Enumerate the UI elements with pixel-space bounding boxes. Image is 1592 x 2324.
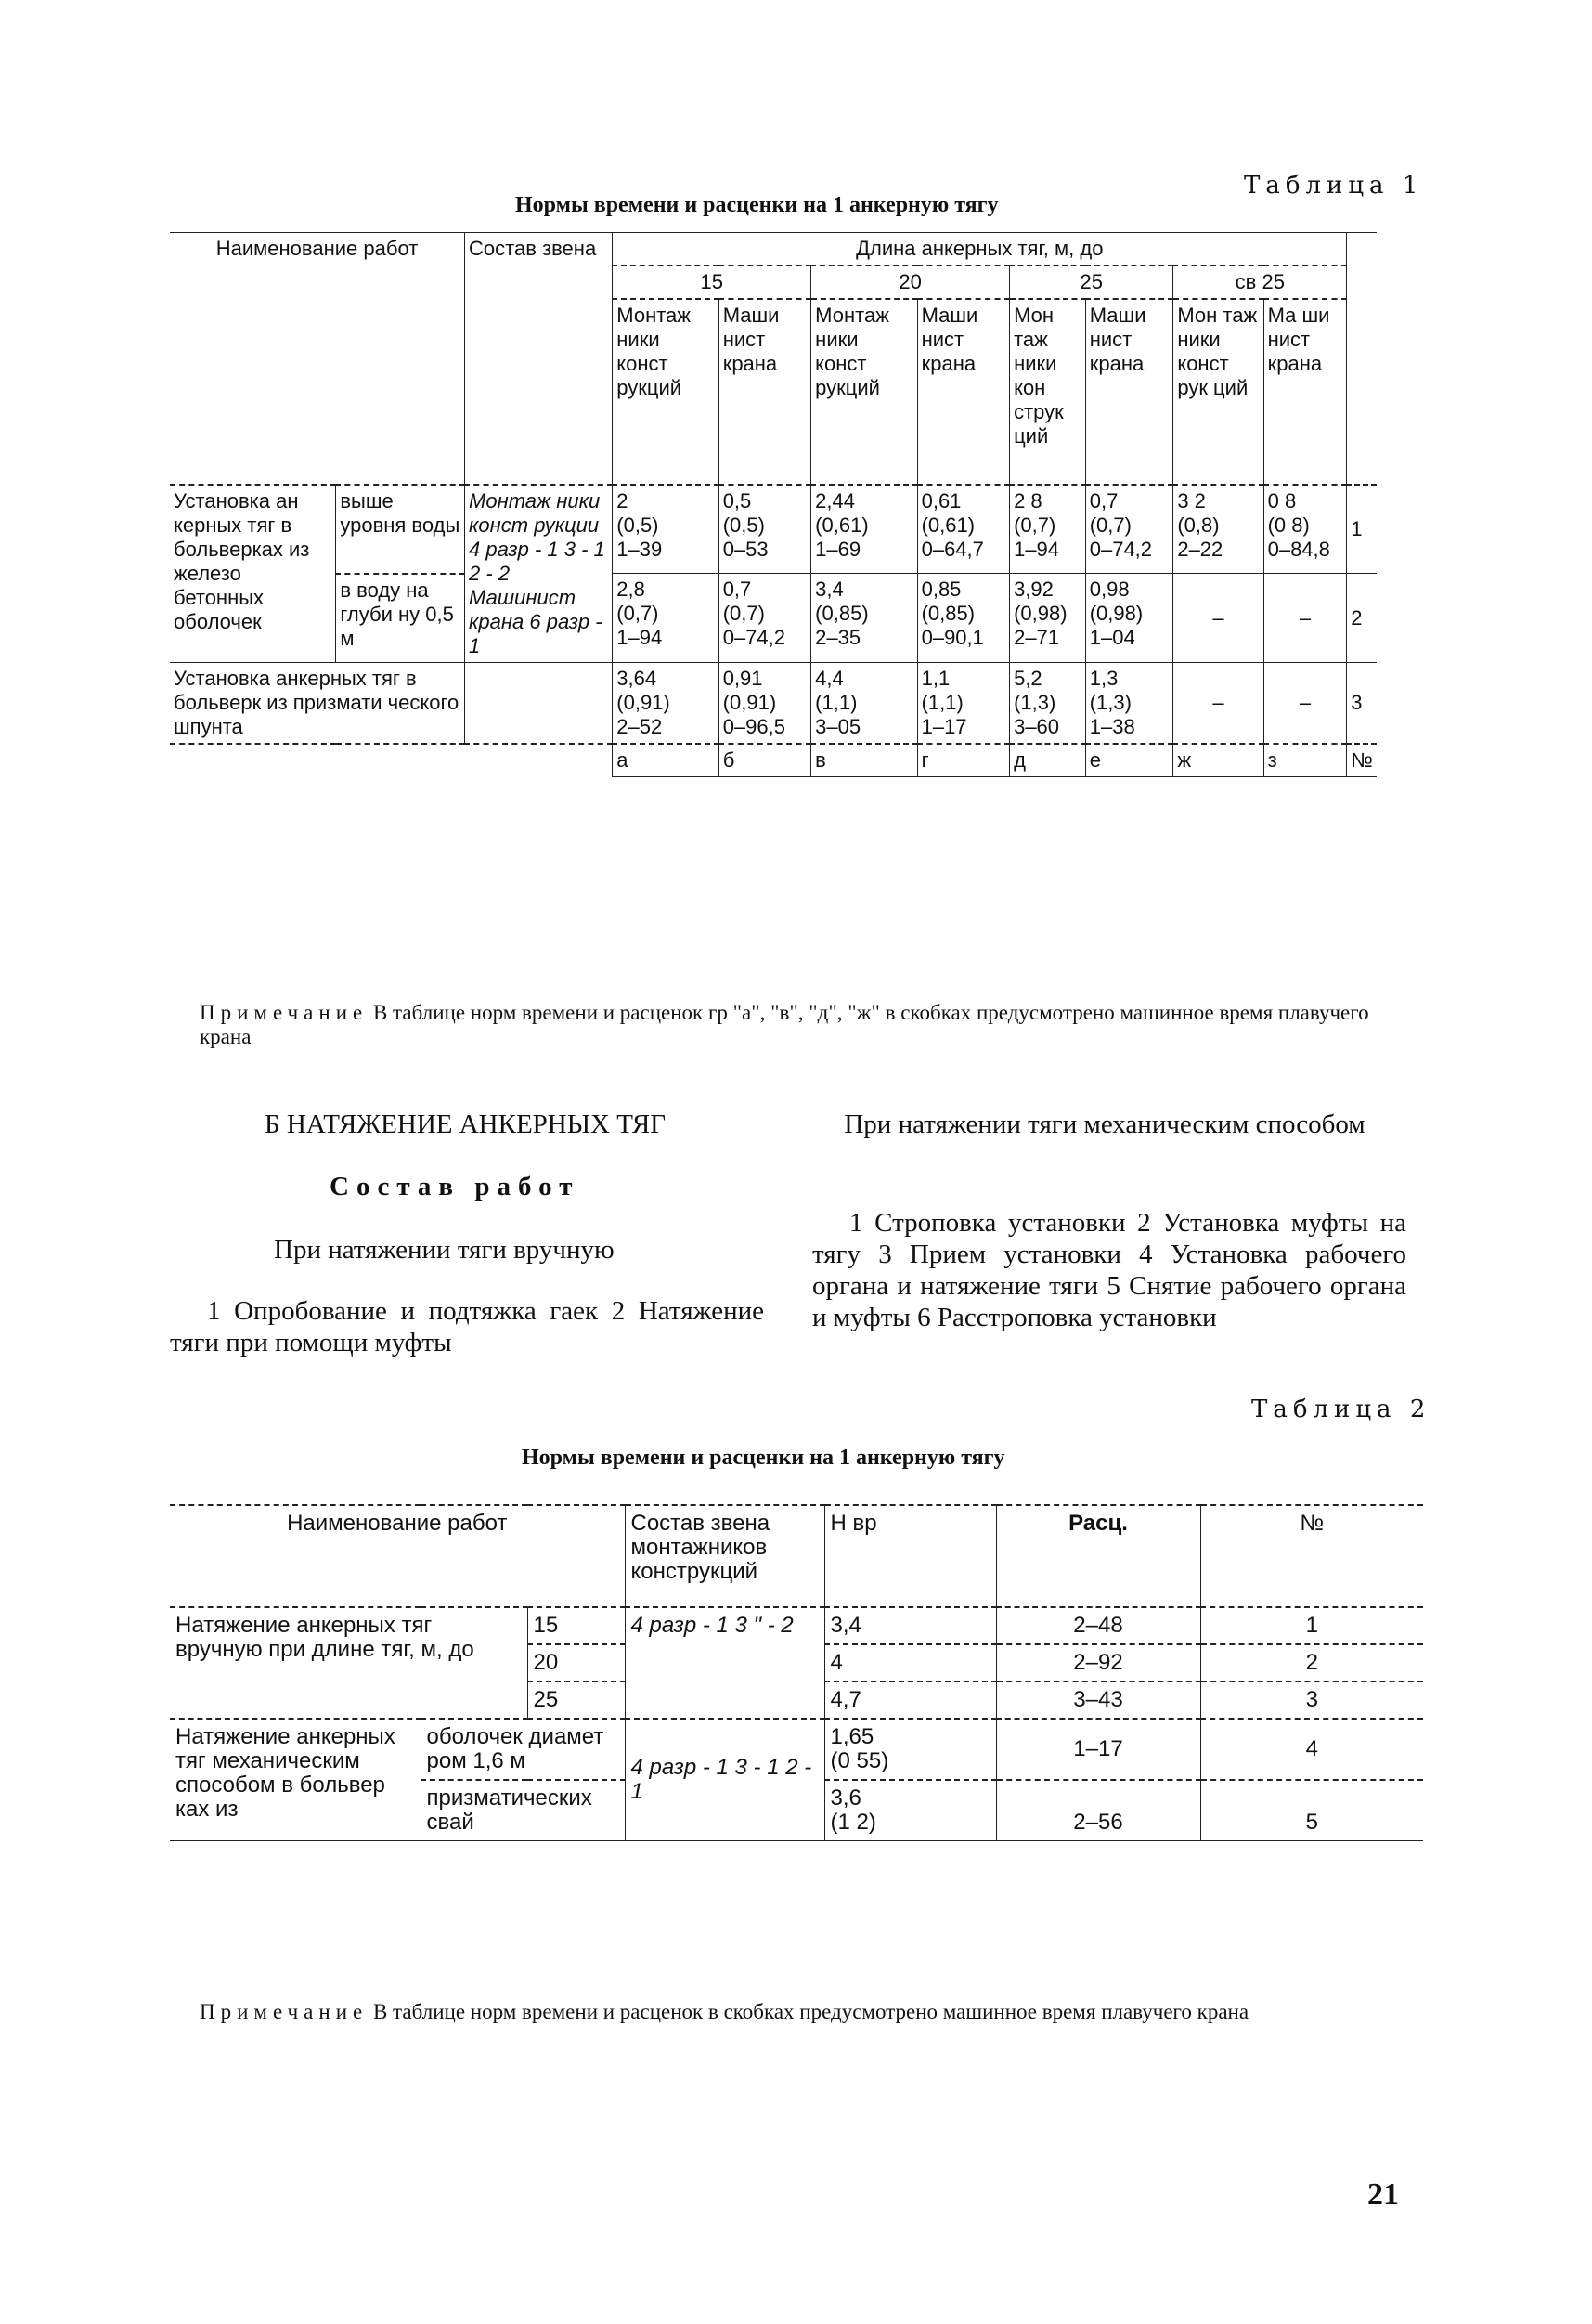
t2-nvr-5: 3,6 (1 2)	[824, 1780, 996, 1841]
header-col-b: Маши нист крана	[718, 299, 810, 485]
r1-g: 0,61 (0,61) 0–64,7	[917, 485, 1009, 574]
r1-z: 0 8 (0 8) 0–84,8	[1263, 485, 1347, 574]
r1-e: 0,7 (0,7) 0–74,2	[1085, 485, 1173, 574]
table2-title: Нормы времени и расценки на 1 анкерную тягу	[522, 1446, 1005, 1470]
t2-sub-shells: оболочек диамет ром 1,6 м	[421, 1719, 625, 1780]
row3-name: Установка анкерных тяг в больверк из призмати ческого шпунта	[170, 663, 465, 745]
row1-name: Установка ан керных тяг в больверках из железо бетонных оболочек	[170, 485, 336, 663]
footer-z: з	[1263, 744, 1347, 777]
r1-v: 2,44 (0,61) 1–69	[811, 485, 917, 574]
t2-header-rasc: Расц.	[996, 1505, 1200, 1607]
r1-d: 2 8 (0,7) 1–94	[1010, 485, 1086, 574]
r3-b: 0,91 (0,91) 0–96,5	[718, 663, 810, 745]
row1-sub-above: выше уровня воды	[336, 485, 465, 574]
r1-b: 0,5 (0,5) 0–53	[718, 485, 810, 574]
r3-v: 4,4 (1,1) 3–05	[811, 663, 917, 745]
header-col-g: Маши нист крана	[917, 299, 1009, 485]
header-col-v: Монтаж ники конст рукций	[811, 299, 917, 485]
header-col-zh: Мон таж ники конст рук ций	[1173, 299, 1263, 485]
header-length: Длина анкерных тяг, м, до	[613, 233, 1347, 266]
t2-header-nvr: Н вр	[824, 1505, 996, 1607]
r1-num: 1	[1347, 485, 1377, 574]
t2-group1-name: Натяжение анкерных тяг вручную при длине тяг, м, до	[170, 1607, 527, 1719]
r2-zh: –	[1173, 574, 1263, 663]
t2-num-1: 1	[1200, 1607, 1423, 1644]
t2-rasc-3: 3–43	[996, 1681, 1200, 1719]
t2-len-20: 20	[527, 1644, 625, 1681]
header-col-d: Мон таж ники кон струк ций	[1010, 299, 1086, 485]
r2-v: 3,4 (0,85) 2–35	[811, 574, 917, 663]
t2-rasc-1: 2–48	[996, 1607, 1200, 1644]
t2-group2-crew: 4 разр - 1 3 - 1 2 - 1	[625, 1719, 824, 1841]
t2-nvr-4: 1,65 (0 55)	[824, 1719, 996, 1780]
r2-a: 2,8 (0,7) 1–94	[613, 574, 718, 663]
t2-len-15: 15	[527, 1607, 625, 1644]
footer-zh: ж	[1173, 744, 1263, 777]
r2-g: 0,85 (0,85) 0–90,1	[917, 574, 1009, 663]
header-len-25: 25	[1010, 266, 1173, 299]
header-col-a: Монтаж ники конст рукций	[613, 299, 718, 485]
note2: Примечание В таблице норм времени и расценок в скобках предусмотрено машинное время плавучего крана	[200, 2000, 1249, 2023]
mech-title: При натяжении тяги механическим способом	[844, 1110, 1365, 1139]
r2-b: 0,7 (0,7) 0–74,2	[718, 574, 810, 663]
r3-a: 3,64 (0,91) 2–52	[613, 663, 718, 745]
footer-g: г	[917, 744, 1009, 777]
t2-header-work: Наименование работ	[170, 1505, 625, 1607]
mech-text: 1 Строповка установки 2 Установка муфты на тягу 3 Прием установки 4 Установка рабочего органа и натяжение тяги 5 Снятие рабочего органа и муфты 6 Расстроповка установки	[812, 1208, 1406, 1332]
t2-rasc-5: 2–56	[996, 1780, 1200, 1841]
header-work-name: Наименование работ	[170, 233, 465, 486]
t2-nvr-3: 4,7	[824, 1681, 996, 1719]
row1-sub-water: в воду на глуби ну 0,5 м	[336, 574, 465, 663]
table1-title: Нормы времени и расценки на 1 анкерную тягу	[515, 193, 999, 217]
table2-label: Таблица 2	[1251, 1396, 1431, 1423]
r3-e: 1,3 (1,3) 1–38	[1085, 663, 1173, 745]
page-number: 21	[1367, 2177, 1399, 2212]
t2-num-3: 3	[1200, 1681, 1423, 1719]
header-len-15: 15	[613, 266, 811, 299]
manual-text: 1 Опробование и подтяжка гаек 2 Натяжение тяги при помощи муфты	[170, 1296, 764, 1357]
t2-nvr-2: 4	[824, 1644, 996, 1681]
header-col-z: Ма ши нист крана	[1263, 299, 1347, 485]
header-len-over25: св 25	[1173, 266, 1347, 299]
crew-text: Монтаж ники конст рукции 4 разр - 1 3 - 1 2 - 2 Машинист крана 6 разр - 1	[465, 485, 613, 663]
r2-e: 0,98 (0,98) 1–04	[1085, 574, 1173, 663]
t2-nvr-1: 3,4	[824, 1607, 996, 1644]
footer-a: а	[613, 744, 718, 777]
table2	[170, 1504, 1423, 1841]
r3-d: 5,2 (1,3) 3–60	[1010, 663, 1086, 745]
r2-d: 3,92 (0,98) 2–71	[1010, 574, 1086, 663]
composition-heading: Состав работ	[330, 1172, 580, 1201]
section-heading: Б НАТЯЖЕНИЕ АНКЕРНЫХ ТЯГ	[265, 1110, 666, 1139]
footer-num: №	[1347, 744, 1377, 777]
t2-group2-name: Натяжение анкерных тяг механическим способом в больвер ках из	[170, 1719, 421, 1841]
t2-rasc-2: 2–92	[996, 1644, 1200, 1681]
r1-a: 2 (0,5) 1–39	[613, 485, 718, 574]
t2-num-4: 4	[1200, 1719, 1423, 1780]
r1-zh: 3 2 (0,8) 2–22	[1173, 485, 1263, 574]
r2-z: –	[1263, 574, 1347, 663]
table1	[170, 232, 1377, 777]
t2-rasc-4: 1–17	[996, 1719, 1200, 1780]
footer-e: е	[1085, 744, 1173, 777]
r3-z: –	[1263, 663, 1347, 745]
footer-v: в	[811, 744, 917, 777]
r3-zh: –	[1173, 663, 1263, 745]
r3-num: 3	[1347, 663, 1377, 745]
footer-d: д	[1010, 744, 1086, 777]
footer-b: б	[718, 744, 810, 777]
t2-header-crew: Состав звена монтажников конструкций	[625, 1505, 824, 1607]
manual-title: При натяжении тяги вручную	[274, 1235, 615, 1265]
header-col-e: Маши нист крана	[1085, 299, 1173, 485]
t2-len-25: 25	[527, 1681, 625, 1719]
header-len-20: 20	[811, 266, 1010, 299]
r3-g: 1,1 (1,1) 1–17	[917, 663, 1009, 745]
t2-group1-crew: 4 разр - 1 3 " - 2	[625, 1607, 824, 1719]
r2-num: 2	[1347, 574, 1377, 663]
t2-header-num: №	[1200, 1505, 1423, 1607]
note1: Примечание В таблице норм времени и расценок гр "а", "в", "д", "ж" в скобках предусмотрено машинное время плавучего крана	[200, 1001, 1369, 1048]
header-crew: Состав звена	[465, 233, 613, 486]
t2-num-2: 2	[1200, 1644, 1423, 1681]
table1-label: Таблица 1	[1244, 172, 1424, 200]
t2-sub-piles: призматических свай	[421, 1780, 625, 1841]
t2-num-5: 5	[1200, 1780, 1423, 1841]
